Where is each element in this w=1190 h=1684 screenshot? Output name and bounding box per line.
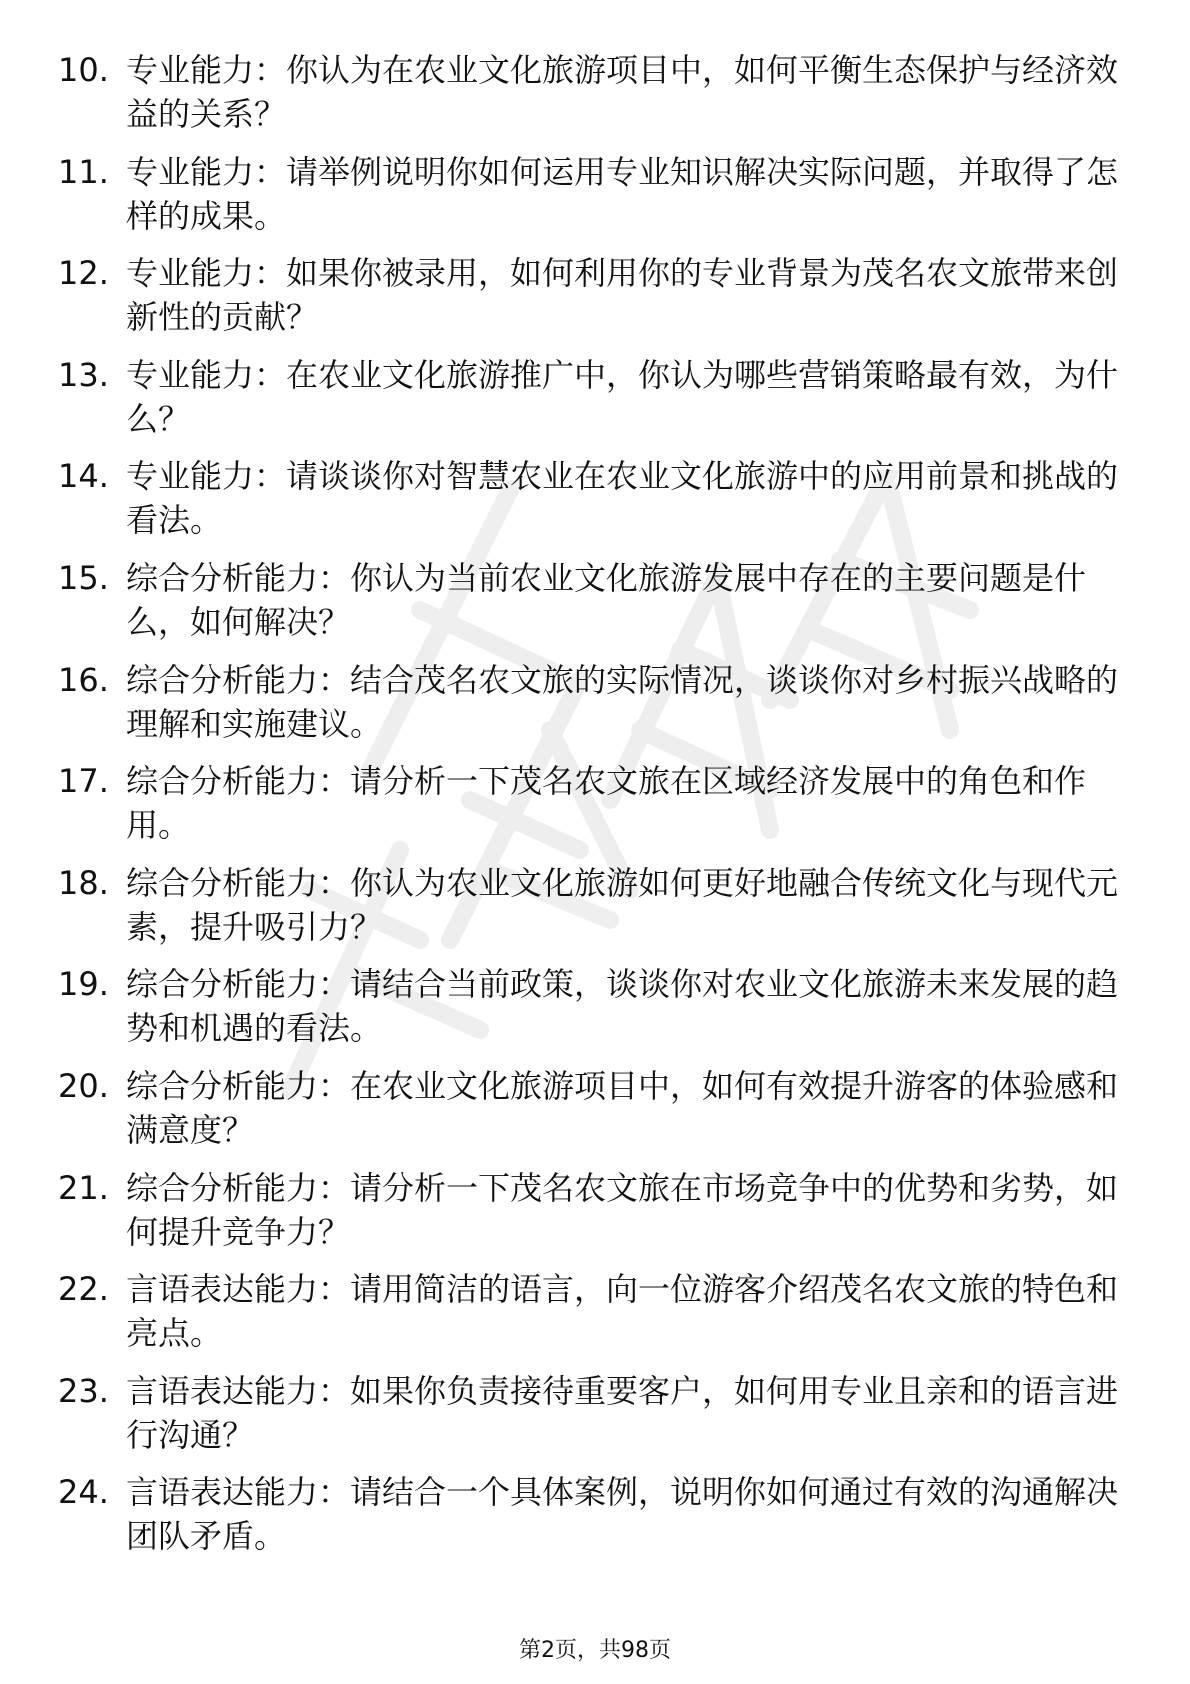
question-text: 综合分析能力：你认为农业文化旅游如何更好地融合传统文化与现代元素，提升吸引力？ bbox=[126, 863, 1119, 946]
question-item bbox=[0, 1166, 1190, 1268]
question-number: 12. bbox=[58, 254, 109, 293]
question-number: 24. bbox=[58, 1473, 109, 1512]
question-number: 19. bbox=[58, 965, 109, 1004]
question-number: 15. bbox=[58, 558, 109, 597]
question-text: 综合分析能力：你认为当前农业文化旅游发展中存在的主要问题是什么，如何解决？ bbox=[126, 558, 1087, 641]
question-text: 专业能力：你认为在农业文化旅游项目中，如何平衡生态保护与经济效益的关系？ bbox=[126, 51, 1119, 133]
question-item bbox=[0, 353, 1190, 455]
question-text: 专业能力：请谈谈你对智慧农业在农业文化旅游中的应用前景和挑战的看法。 bbox=[126, 457, 1119, 540]
question-text: 言语表达能力：如果你负责接待重要客户，如何用专业且亲和的语言进行沟通？ bbox=[126, 1371, 1119, 1454]
question-number: 23. bbox=[58, 1371, 109, 1410]
question-text: 综合分析能力：请结合当前政策，谈谈你对农业文化旅游未来发展的趋势和机遇的看法。 bbox=[126, 965, 1119, 1048]
question-item bbox=[0, 759, 1190, 861]
question-item bbox=[0, 658, 1190, 760]
question-item bbox=[0, 1267, 1190, 1369]
question-number: 13. bbox=[58, 355, 109, 394]
question-text: 专业能力：在农业文化旅游推广中，你认为哪些营销策略最有效，为什么？ bbox=[126, 355, 1119, 438]
question-item bbox=[0, 150, 1190, 252]
question-text: 专业能力：请举例说明你如何运用专业知识解决实际问题，并取得了怎样的成果。 bbox=[126, 152, 1119, 235]
question-number: 10. bbox=[58, 51, 109, 89]
question-item bbox=[0, 556, 1190, 658]
question-item bbox=[0, 48, 1190, 150]
question-item bbox=[0, 861, 1190, 963]
question-text: 综合分析能力：结合茂名农文旅的实际情况，谈谈你对乡村振兴战略的理解和实施建议。 bbox=[126, 660, 1119, 743]
question-text: 综合分析能力：在农业文化旅游项目中，如何有效提升游客的体验感和满意度？ bbox=[126, 1066, 1119, 1149]
question-text: 言语表达能力：请结合一个具体案例，说明你如何通过有效的沟通解决团队矛盾。 bbox=[126, 1473, 1119, 1556]
question-text: 言语表达能力：请用简洁的语言，向一位游客介绍茂名农文旅的特色和亮点。 bbox=[126, 1270, 1119, 1353]
question-number: 18. bbox=[58, 863, 109, 902]
question-item bbox=[0, 1064, 1190, 1166]
page-footer bbox=[0, 1637, 1190, 1665]
question-number: 14. bbox=[58, 457, 109, 496]
question-number: 22. bbox=[58, 1270, 109, 1309]
question-text: 综合分析能力：请分析一下茂名农文旅在区域经济发展中的角色和作用。 bbox=[126, 762, 1087, 845]
question-number: 17. bbox=[58, 762, 109, 801]
question-text: 专业能力：如果你被录用，如何利用你的专业背景为茂名农文旅带来创新性的贡献？ bbox=[126, 254, 1119, 337]
question-item bbox=[0, 962, 1190, 1064]
question-number: 11. bbox=[58, 152, 109, 191]
question-list bbox=[0, 48, 1190, 1572]
question-number: 20. bbox=[58, 1066, 109, 1105]
question-item bbox=[0, 1369, 1190, 1471]
page-number: 第2页，共98页 bbox=[519, 1638, 671, 1663]
question-item bbox=[0, 454, 1190, 556]
question-item bbox=[0, 1470, 1190, 1572]
question-number: 16. bbox=[58, 660, 109, 699]
question-text: 综合分析能力：请分析一下茂名农文旅在市场竞争中的优势和劣势，如何提升竞争力？ bbox=[126, 1168, 1119, 1251]
question-item bbox=[0, 251, 1190, 353]
question-number: 21. bbox=[58, 1168, 109, 1207]
